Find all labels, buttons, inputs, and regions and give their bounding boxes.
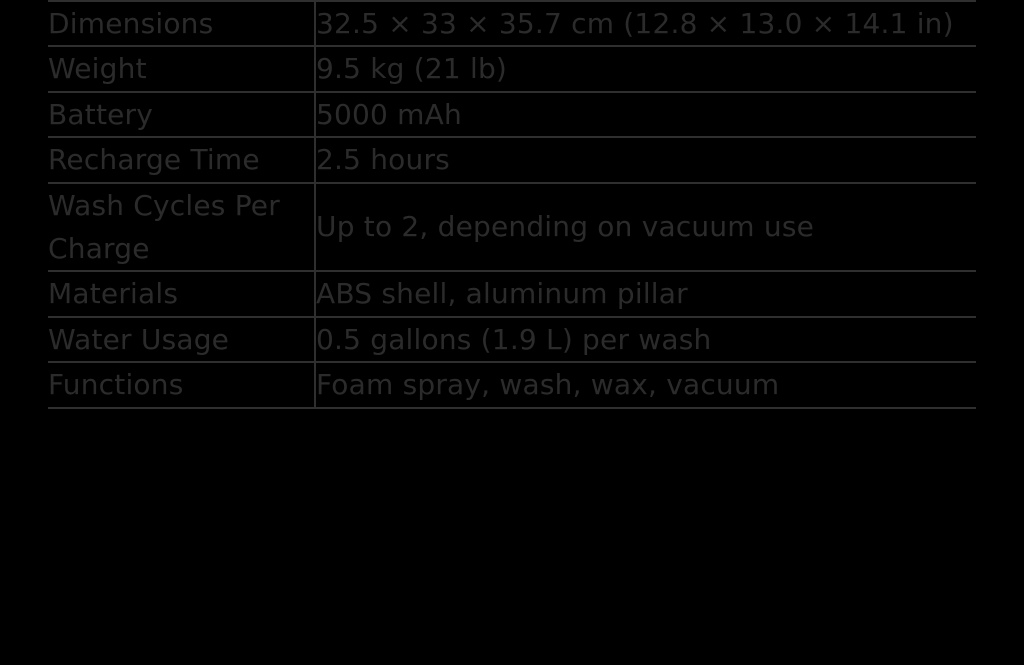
specification-table-container <box>48 0 976 409</box>
specification-table <box>48 0 976 409</box>
spec-label: Water Usage <box>48 317 315 362</box>
table-row <box>48 271 976 316</box>
table-row <box>48 183 976 272</box>
spec-value: 32.5 × 33 × 35.7 cm (12.8 × 13.0 × 14.1 in) <box>316 7 954 40</box>
spec-label: Battery <box>48 92 315 137</box>
spec-value: 5000 mAh <box>316 97 462 131</box>
table-row <box>48 362 976 407</box>
table-row <box>48 137 976 182</box>
spec-value: Foam spray, wash, wax, vacuum <box>316 368 780 402</box>
table-row <box>48 1 976 46</box>
spec-label: Materials <box>48 271 315 316</box>
spec-value: 2.5 hours <box>316 143 450 177</box>
table-row <box>48 46 976 91</box>
spec-label: Weight <box>48 46 315 91</box>
spec-value: ABS shell, aluminum pillar <box>316 277 688 311</box>
spec-label: Recharge Time <box>48 137 315 182</box>
spec-label: Dimensions <box>48 1 315 46</box>
spec-value: 0.5 gallons (1.9 L) per wash <box>316 322 712 356</box>
spec-label: Wash Cycles Per Charge <box>48 183 315 272</box>
table-row <box>48 92 976 137</box>
table-row <box>48 317 976 362</box>
spec-label: Functions <box>48 362 315 407</box>
spec-value: 9.5 kg (21 lb) <box>316 52 508 86</box>
spec-value: Up to 2, depending on vacuum use <box>316 210 815 244</box>
